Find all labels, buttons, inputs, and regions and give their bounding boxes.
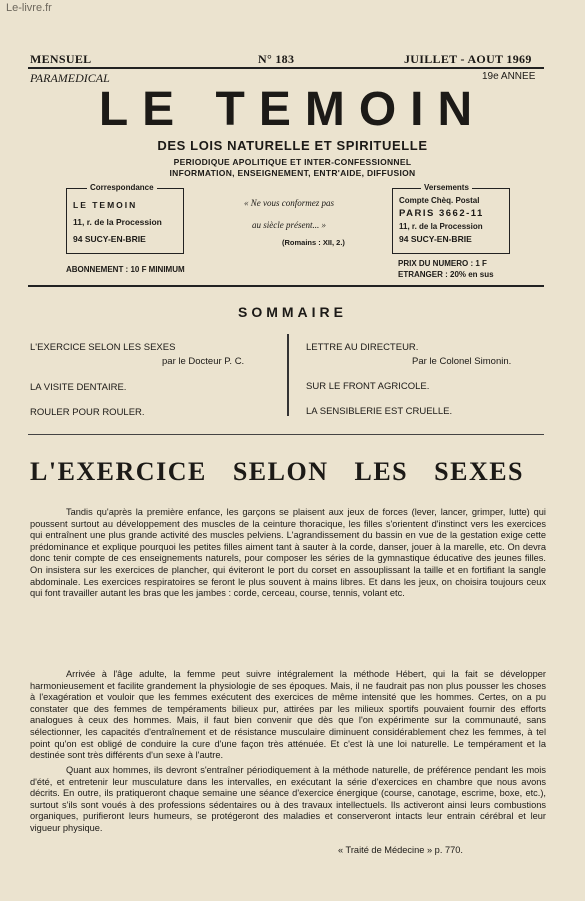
article-title [30, 457, 550, 487]
toc-item-left: LA VISITE DENTAIRE. [30, 382, 127, 393]
epigraph-line-1: « Ne vous conformez pas [244, 198, 334, 208]
toc-item-left: L'EXERCICE SELON LES SEXES [30, 342, 176, 353]
header-bottom-rule [28, 285, 544, 287]
masthead-subtitle: DES LOIS NATURELLE ET SPIRITUELLE [157, 138, 428, 153]
article-citation: « Traité de Médecine » p. 770. [338, 845, 463, 855]
toc-item-right: SUR LE FRONT AGRICOLE. [306, 381, 430, 392]
article-paragraph: Quant aux hommes, ils devront s'entraîner périodiquement à la méthode naturelle, de préférence pendant les mois d'été, et entretenir leur musculature dans les intervalles, en exécutant la série d'exercices en chambre que nous avons décrits. En outre, ils pratiqueront chaque semaine une séance d'exercice énergique (course, canotage, escrime, boxe, etc.), surtout s'ils sont voués à des professions sédentaires ou à des travaux intellectuels. Ils activeront ainsi leurs combustions organiques, purifieront leurs humeurs, se protégeront des maladies et conserveront intacts leur entrain cérébral et leur vigueur physique. [30, 765, 546, 833]
toc-author: par le Docteur P. C. [162, 356, 245, 367]
article-title-word: LES [354, 457, 409, 486]
masthead-tagline-2: INFORMATION, ENSEIGNEMENT, ENTR'AIDE, DIFFUSION [169, 168, 416, 178]
masthead-tagline-1: PERIODIQUE APOLITIQUE ET INTER-CONFESSIONNEL [173, 157, 412, 167]
versements-line: PARIS 3662-11 [399, 208, 484, 219]
versements-label: Versements [421, 183, 472, 192]
correspondance-line: LE TEMOIN [73, 200, 138, 210]
epigraph-reference: (Romains : XII, 2.) [282, 238, 345, 247]
versements-line: 94 SUCY-EN-BRIE [399, 234, 472, 244]
watermark: Le-livre.fr [6, 2, 52, 14]
issue-number: N° 183 [258, 52, 295, 66]
correspondance-label: Correspondance [87, 183, 157, 192]
versements-line: 11, r. de la Procession [399, 222, 483, 231]
correspondance-line: 11, r. de la Procession [73, 217, 162, 227]
toc-item-right: LA SENSIBLERIE EST CRUELLE. [306, 406, 453, 417]
correspondance-line: 94 SUCY-EN-BRIE [73, 234, 146, 244]
toc-author: Par le Colonel Simonin. [412, 356, 512, 367]
toc-item-left: ROULER POUR ROULER. [30, 407, 145, 418]
subscription-info: ABONNEMENT : 10 F MINIMUM [66, 265, 185, 274]
masthead-title: LE TEMOIN [98, 83, 487, 136]
price-foreign: ETRANGER : 20% en sus [398, 270, 494, 279]
header-rule [28, 67, 544, 69]
article-title-word: SELON [232, 457, 329, 486]
category-label: PARAMEDICAL [30, 71, 110, 85]
correspondance-box [66, 183, 184, 254]
epigraph-line-2: au siècle présent... » [252, 220, 326, 230]
article-paragraph: Tandis qu'après la première enfance, les garçons se plaisent aux jeux de forces (lever, lancer, grimper, lutte) qui poussent surtout au développement des muscles de la ceinture thoracique, les filles s'orientent d'instinct vers les exercices qui entraînent une plus grande activité des muscles pelviens. L'agrandissement du bassin en vue de la gestation exige cette prédominance et explique pourquoi les petites filles aiment tant à sauter à la corde, danser, jouer à la marelle, etc. On devra donc tenir compte de ces enseignements naturels, pour composer les séries de la gymnastique éducative des jeunes filles. On insistera sur les exercices de plancher, qui éviteront le port du corset en assouplissant la taille et en fortifiant la sangle abdominale. Les exercices respiratoires se feront le plus souvent à mains libres. Et dans les jeux, on choisira toujours ceux qui font travailler autant les bras que les jambes : corde, cerceau, course, tennis, volant etc. [30, 507, 546, 599]
versements-box [392, 183, 510, 254]
sommaire-bottom-rule [28, 434, 544, 435]
price-per-issue: PRIX DU NUMERO : 1 F [398, 259, 487, 268]
versements-line: Compte Chèq. Postal [399, 196, 480, 205]
year-label: 19e ANNEE [482, 71, 536, 82]
article-title-word: L'EXERCICE [30, 457, 207, 486]
article-title-word: SEXES [434, 457, 525, 486]
frequency-label: MENSUEL [30, 52, 92, 66]
sommaire-title: SOMMAIRE [238, 304, 347, 320]
toc-divider [287, 334, 289, 416]
article-paragraph: Arrivée à l'âge adulte, la femme peut suivre intégralement la méthode Hébert, qui la fait se développer harmonieusement et facilite grandement la physiologie de ses époques. Mais, il ne faudrait pas non plus pousser les choses à l'exagération et vouloir que les femmes exécutent des exercices de même intensité que les hommes. Certes, on a pu constater que des femmes de tempéraments bilieux pur, attirées par les milieux sportifs pouvaient fournir des efforts analogues à ceux des hommes. Mais, il faut bien convenir que dès que l'on expérimente sur la communauté, sans sélectionner, les capacités d'entraînement et de résistance musculaire diminuent considérablement chez les femmes, à tel point qu'on est obligé de conduire la cure d'une façon très atténuée. Et c'est là une loi naturelle. Le tempérament et la destinée sont très différents d'un sexe à l'autre. [30, 669, 546, 761]
toc-item-right: LETTRE AU DIRECTEUR. [306, 342, 419, 353]
issue-date: JUILLET - AOUT 1969 [404, 52, 532, 66]
